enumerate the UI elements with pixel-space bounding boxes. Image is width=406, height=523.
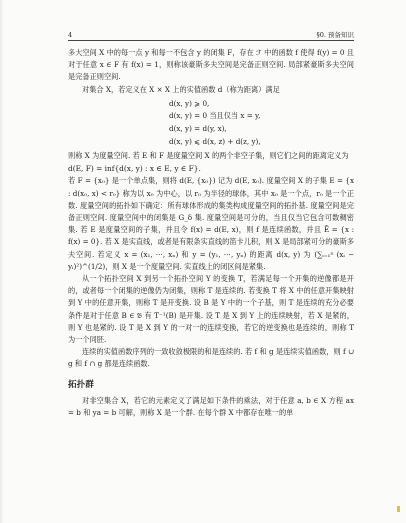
page-spine-shadow [0,0,4,523]
paragraph-uniform-limits: 连续的实值函数序列的一致收敛极限的和是连续的. 若 f 和 g 是连续实值函数，则 f ∪ g 和 f ∩ g 都是连续函数. [68,347,354,369]
chapter-title: §0. 预备知识 [316,31,354,39]
metric-axiom-4: d(x, y) ⩽ d(x, z) + d(z, y), [169,136,261,146]
distance-formula: d(E, F) = inf{d(x, y) : x ∈ E, y ∈ F}. [68,164,201,174]
paragraph-topological-groups: 对非空集合 X，若它的元素定义了满足如下条件的乘法，对于任意 a, b ∈ X 方程 ax = b 和 ya = b 可解，则称 X 是一个群. 在每个群 X 中都存在唯一的单 [68,395,354,417]
page-edge-marker [397,506,400,512]
metric-axiom-3: d(x, y) = d(y, x), [169,124,227,133]
page-body [68,47,354,419]
metric-axiom-2: d(x, y) = 0 当且仅当 x = y, [169,111,261,121]
paragraph-metric-space: 则称 X 为度量空间. 若 E 和 F 是度量空间 X 的两个非空子集，则它们之间的距离定义为 [68,151,349,161]
paragraph-metric-intro: 对集合 X，若定义在 X × X 上的实值函数 d（称为距离）满足 [82,84,280,94]
page-number: 4 [68,31,73,39]
header-rule [68,40,354,41]
paragraph-metric-topology: 若 F = {x₀} 是一个单点集，则将 d(E, {x₀}) 记为 d(E, x₀). 度量空间 X 的子集 E = {x : d(x₀, x) < r₀} 称为以 x₀ 为中心，以 r₀ 为半径的球体，其中 x₀ 是一个点，r₀ 是一个正数. 度量空间的拓扑如下确定：所有球体形成的集类构成度量空间的拓扑基. 度量空间是完备正则空间. 度量空间中的闭集是 G_δ 集. 度量空间是可分的，当且仅当它包含可数稠密集. 若 E 是度量空间的子集，并且令 f(x) = d(E, x)，则 f 是连续函数，并且 Ē = {x : f(x) = 0}. 若 X 是实直线，或者是有限条实直线的笛卡儿积，则 X 是局部紧可分的豪斯多夫空间. 若定义 x = (x₁, ⋯, xₙ) 和 y = (y₁, ⋯, yₙ) 的距离 d(x, y) 为 (∑ᵢ₌₁ⁿ (xᵢ − yᵢ)²)^(1/2)，则 X 是一个度量空间. 实直线上的闭区间是紧集. [68,176,355,271]
running-header [68,30,354,40]
paragraph-completely-regular: 多大空间 X 中的每一点 y 和每一不包含 y 的闭集 F，存在 ℱ 中的函数 f 使得 f(y) = 0 且对于任意 x ∈ F 有 f(x) = 1，则称该豪斯多夫空间是完备正则空间. 局部紧豪斯多夫空间是完备正则空间. [68,48,354,82]
metric-axiom-1: d(x, y) ⩾ 0, [169,98,210,108]
section-heading: 拓扑群 [68,379,94,390]
paragraph-continuous-maps: 从一个拓扑空间 X 到另一个拓扑空间 Y 的变换 T，若满足每一个开集的逆像都是开的，或者每一个闭集的逆像仍为闭集，则称 T 是连续的. 若变换 T 将 X 中的任意开集映射到 Y 中的任意开集，则称 T 是开变换. 设 B 是 Y 中的一个子基，则 T 是连续的充分必要条件是对于任意 B ∈ 𝔅 有 T⁻¹(B) 是开集. 设 T 是 X 到 Y 上的连续映射，若 X 是紧的，则 Y 也是紧的. 设 T 是 X 到 Y 的一对一的连续变换，若它的逆变换也是连续的，则称 T 为一个同胚. [68,274,354,345]
